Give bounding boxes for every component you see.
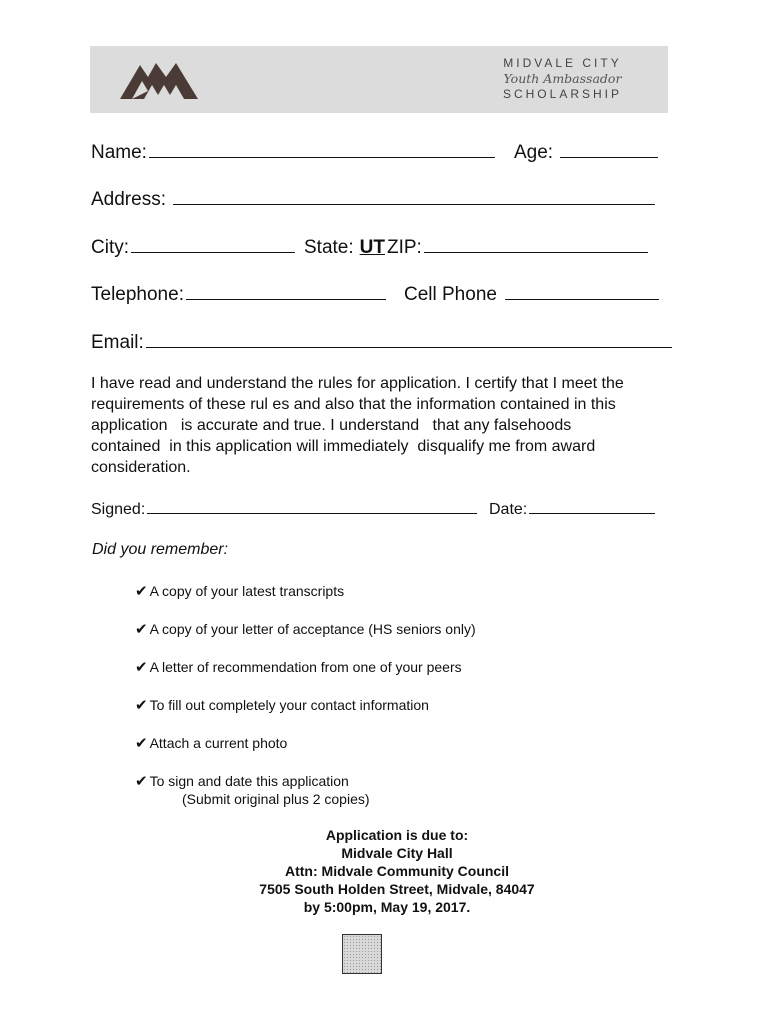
checklist-item [135, 734, 287, 752]
signature-field[interactable] [147, 499, 477, 514]
telephone-row [91, 281, 386, 306]
date-row [489, 499, 655, 519]
photo-placeholder [342, 934, 382, 974]
check-icon: ✔ [135, 659, 148, 676]
checklist-item [135, 658, 462, 676]
checklist-item [135, 620, 476, 638]
cert-line: contained in this application will immediately disqualify me from award [91, 438, 596, 455]
cell-field[interactable] [505, 281, 659, 300]
state-label: State: [304, 237, 354, 258]
city-field[interactable] [131, 234, 295, 253]
check-icon: ✔ [135, 621, 148, 638]
due-line: Midvale City Hall [341, 845, 453, 861]
cert-line: I have read and understand the rules for application. I certify that I meet the [91, 375, 624, 392]
telephone-label: Telephone: [91, 284, 184, 305]
checklist-item [135, 696, 429, 714]
date-field[interactable] [529, 499, 655, 514]
cert-line: application is accurate and true. I understand that any falsehoods [91, 417, 572, 434]
checklist-item-label: A copy of your latest transcripts [149, 583, 345, 599]
check-icon: ✔ [135, 583, 148, 600]
org-line2: Youth Ambassador [503, 71, 622, 86]
org-name [503, 56, 622, 101]
checklist-item-label: To sign and date this application [149, 773, 349, 789]
checklist-item [135, 582, 344, 600]
signed-row [91, 499, 477, 519]
due-address: 7505 South Holden Street, Midvale, 84047 [259, 881, 535, 897]
midvale-logo-icon [118, 55, 200, 103]
signed-label: Signed: [91, 501, 146, 518]
cert-line: requirements of these rul es and also that the information contained in this [91, 396, 616, 413]
address-row [91, 186, 655, 211]
age-label: Age: [514, 142, 554, 163]
checklist-item-label: A copy of your letter of acceptance (HS seniors only) [149, 621, 476, 637]
state-value[interactable]: UT [359, 237, 385, 258]
name-label: Name: [91, 142, 147, 163]
date-label: Date: [489, 501, 528, 518]
checklist-item-label: A letter of recommendation from one of your peers [149, 659, 462, 675]
cert-line: consideration. [91, 459, 191, 476]
name-field[interactable] [149, 139, 495, 158]
check-icon: ✔ [135, 697, 148, 714]
due-line: Application is due to: [325, 827, 469, 843]
address-field[interactable] [173, 186, 655, 205]
email-field[interactable] [146, 329, 672, 348]
checklist-item [135, 772, 349, 790]
city-label: City: [91, 237, 129, 258]
check-icon: ✔ [135, 735, 148, 752]
certification-text [91, 373, 691, 478]
cell-row [404, 281, 659, 306]
name-row [91, 139, 495, 164]
header-banner [90, 46, 668, 113]
org-line1: MIDVALE CITY [503, 56, 622, 70]
checklist-heading: Did you remember: [92, 541, 229, 558]
email-row [91, 329, 672, 354]
address-label: Address: [91, 189, 166, 210]
cell-label: Cell Phone [404, 284, 497, 305]
zip-field[interactable] [424, 234, 648, 253]
checklist-item-label: Attach a current photo [149, 735, 288, 751]
age-field[interactable] [560, 139, 658, 158]
check-icon: ✔ [135, 773, 148, 790]
state-row [304, 234, 648, 259]
telephone-field[interactable] [186, 281, 386, 300]
submit-note: (Submit original plus 2 copies) [182, 791, 370, 807]
due-line: Attn: Midvale Community Council [285, 863, 509, 879]
zip-label: ZIP: [386, 237, 422, 258]
due-deadline: by 5:00pm, May 19, 2017. [303, 899, 471, 915]
due-info [222, 826, 572, 916]
org-line3: SCHOLARSHIP [502, 87, 622, 101]
email-label: Email: [91, 332, 144, 353]
age-row [514, 139, 658, 164]
checklist-item-label: To fill out completely your contact information [149, 697, 429, 713]
city-row [91, 234, 295, 259]
